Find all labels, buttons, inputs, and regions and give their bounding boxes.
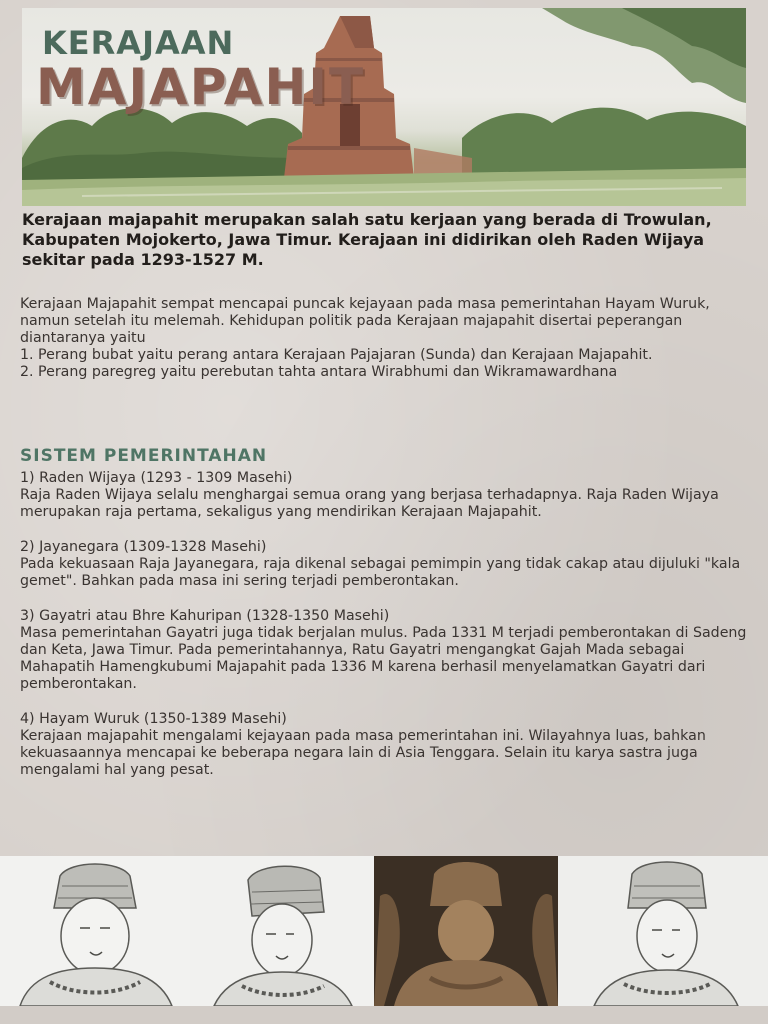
portrait-strip: [0, 856, 768, 1006]
ruler-description: Pada kekuasaan Raja Jayanegara, raja dikenal sebagai pemimpin yang tidak cakap atau dijuluki "kala gemet". Bahkan pada masa ini sering terjadi pemberontakan.: [20, 556, 741, 589]
section-title: SISTEM PEMERINTAHAN: [20, 446, 268, 466]
ruler-heading: 2) Jayanegara (1309-1328 Masehi): [20, 539, 267, 555]
ruler-list: [20, 470, 752, 797]
portrait-hayam-wuruk: [558, 856, 768, 1006]
ruler-heading: 4) Hayam Wuruk (1350-1389 Masehi): [20, 711, 287, 727]
bottom-band: [0, 1006, 768, 1024]
ruler-description: Raja Raden Wijaya selalu menghargai semua orang yang berjasa terhadapnya. Raja Raden Wijaya merupakan raja pertama, sekaligus yang mendirikan Kerajaan Majapahit.: [20, 487, 719, 520]
ruler-description: Kerajaan majapahit mengalami kejayaan pada masa pemerintahan ini. Wilayahnya luas, bahkan kekuasaannya mencapai ke beberapa negara lain di Asia Tenggara. Selain itu karya sastra juga mengalami hal yang pesat.: [20, 728, 706, 778]
portrait-jayanegara: [190, 856, 374, 1006]
history-paragraph: Kerajaan Majapahit sempat mencapai puncak kejayaan pada masa pemerintahan Hayam Wuruk, namun setelah itu melemah. Kehidupan politik pada Kerajaan majapahit disertai peperangan diantaranya yaitu 1. Perang bubat yaitu perang antara Kerajaan Pajajaran (Sunda) dan Kerajaan Majapahit. 2. Perang paregreg yaitu perebutan tahta antara Wirabhumi dan Wikramawardhana: [20, 296, 710, 380]
ruler-heading: 1) Raden Wijaya (1293 - 1309 Masehi): [20, 470, 293, 486]
ruler-description: Masa pemerintahan Gayatri juga tidak berjalan mulus. Pada 1331 M terjadi pemberontakan di Sadeng dan Keta, Jawa Timur. Pada pemerintahannya, Ratu Gayatri mengangkat Gajah Mada sebagai Mahapatih Hamengkubumi Majapahit pada 1336 M karena berhasil menyelamatkan Gayatri dari pemberontakan.: [20, 625, 747, 692]
ruler-item: [20, 711, 752, 779]
hero-banner: [22, 8, 746, 206]
ruler-heading: 3) Gayatri atau Bhre Kahuripan (1328-1350 Masehi): [20, 608, 390, 624]
portrait-raden-wijaya: [0, 856, 190, 1006]
hero-title-kerajaan: KERAJAAN: [42, 24, 235, 62]
hero-title-majapahit: MAJAPAHIT: [36, 58, 366, 116]
ruler-item: [20, 470, 752, 521]
intro-paragraph: Kerajaan majapahit merupakan salah satu kerjaan yang berada di Trowulan, Kabupaten Mojokerto, Jawa Timur. Kerajaan ini didirikan oleh Raden Wijaya sekitar pada 1293-1527 M.: [22, 210, 712, 269]
portrait-gayatri-statue: [374, 856, 558, 1006]
ruler-item: [20, 608, 752, 693]
ruler-item: [20, 539, 752, 590]
